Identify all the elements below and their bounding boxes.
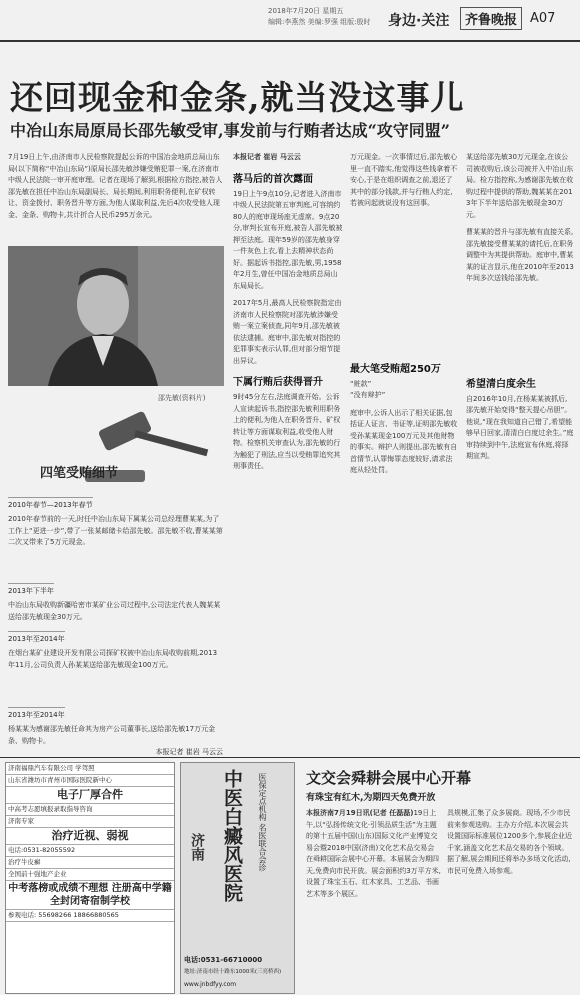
paragraph: 曹某某的晋升与邵先敏有直接关系,邵先敏接受曹某某的请托后,在职务调整中为其提供帮助。庭审中,曹某某的证言显示,他在2010年至2013年间多次送钱给邵先敏。: [466, 228, 574, 282]
ad-item: 治疗近视、弱视: [6, 828, 174, 845]
ad-item: 山东省潍坊市青州市国际医院新中心: [6, 775, 174, 787]
timeline-item: [8, 578, 223, 623]
timeline-item: [8, 702, 223, 757]
subhead-2: 下属行贿后获得晋升: [233, 377, 323, 388]
page-header: [0, 0, 580, 42]
ad-item: 电话:0531-82055592: [6, 845, 174, 857]
paragraph: 自2016年10月,在杨某某被抓后,邵先敏开始变得“整天提心吊胆”。他说,“现在我知道自己错了,希望能够早日回家,清清白白度过余生。”庭审持续到中午,法庭宣布休庭,将择期宣判。: [466, 394, 574, 460]
story2-subtitle: 有珠宝有红木,为期四天免费开放: [306, 793, 436, 803]
timeline-text: 在烟台某矿业建设开发有限公司探矿权被中冶山东局收购前期,2013年11月,公司负责人孙某某送给邵先敏现金100万元。: [8, 649, 218, 669]
ad-item: 济南福鼎汽车有限公司 学驾照: [6, 763, 174, 775]
subhead-4: 希望清白度余生: [466, 378, 536, 390]
school-ad: 中考落榜或成绩不理想 注册高中学籍 全封闭寄宿制学校: [6, 881, 174, 910]
story2-text: [306, 808, 441, 993]
ad-item: 治疗牛皮癣: [6, 857, 174, 869]
newspaper-logo: 齐鲁晚报: [460, 7, 522, 30]
issue-meta: [268, 6, 371, 28]
timeline-date: 2013年至2014年: [8, 707, 65, 720]
column-2: [233, 152, 343, 757]
classified-ads: [5, 762, 175, 994]
section-title: 身边·关注: [388, 13, 450, 29]
hospital-site: www.jnbdfyy.com: [184, 981, 237, 988]
paragraph: 某送给邵先敏30万元现金,在该公司被收购后,该公司被并入中冶山东局。检方指控称,为感谢邵先敏在收购过程中提供的帮助,魏某某在2013年下半年送给邵先敏现金30万元。: [466, 153, 574, 219]
hospital-phone: 电话:0531-66710000: [184, 956, 263, 964]
timeline-title: 四笔受贿细节: [40, 466, 119, 481]
story2-paragraph: 19日上午,以“弘扬传统文化·引领品质生活”为主题的第十五届中国(山东)国际文化产业博览交易会暨2018中国(济南)文化艺术品交易会在舜耕国际会展中心开幕。本届展会为期四天,免费向市民开放。展会面积约3万平方米,设置了珠宝玉石、红木家具、工艺品、书画艺术等多个展区。: [306, 809, 441, 898]
hospital-name: 中医白癜风医院: [221, 769, 243, 902]
paragraph: 9时45分左右,法庭调查开始。公诉人宣读起诉书,指控邵先敏利用职务上的便利,为他人在职务晋升、矿权转让等方面谋取利益,收受他人财物。检察机关审查认为,邵先敏的行为触犯了刑法,应当以受贿罪追究其刑事责任。: [233, 393, 341, 470]
quote: “赃款”: [350, 379, 372, 388]
timeline-item: [8, 492, 223, 549]
photo-caption: 邵先敏(资料片): [158, 394, 206, 402]
hospital-city: 济南: [189, 833, 205, 861]
timeline-date: 2010年春节—2013年春节: [8, 497, 93, 510]
timeline-text: 杨某某为感谢邵先敏任命其为房产公司董事长,送给邵先敏17万元金条、购物卡。: [8, 725, 216, 745]
column-3: [350, 152, 458, 757]
editors: 编辑:李燕然 美编:罗强 组版:殷时: [268, 18, 371, 26]
defendant-photo: [8, 246, 224, 386]
divider: [0, 757, 580, 758]
subhead-1: 落马后的首次露面: [233, 173, 313, 185]
timeline-item: [8, 626, 223, 671]
timeline-signature: 本报记者 崔岩 马云云: [155, 748, 223, 756]
paragraph: 19日上午9点10分,记者进入济南市中级人民法院第五审判庭,可容纳约80人的庭审现场座无虚席。9点20分,审判长宣布开庭,被告人邵先敏被押至法庭。现年59岁的邵先敏身穿一件灰色上衣,看上去精神状态尚好。据起诉书指控,邵先敏,男,1958年2月生,曾任中国冶金地质总局山东局局长。: [233, 189, 343, 290]
ad-item: 济南专家: [6, 816, 174, 828]
quote: “没有辩护”: [350, 391, 386, 399]
hospital-address: 地址:济南市经十路东1000米(三亮桥西): [184, 969, 282, 975]
timeline-date: 2013年至2014年: [8, 631, 65, 644]
lead-paragraph: 7月19日上午,由济南市人民检察院提起公诉的中国冶金地质总局山东局(以下简称“中冶山东局”)原局长邵先敏涉嫌受贿犯罪一案,在济南市中级人民法院一审开庭审理。记者在现场了解到,根据检方指控,被告人邵先敏在担任中冶山东局副局长、局长期间,利用职务便利,在矿权转让、资金拨付、职务晋升等方面,为他人谋取利益,先后4次收受他人现金、金条、购物卡,共计折合人民币295万余元。: [8, 153, 223, 219]
ad-item: 中高考志愿填报录取指导咨询: [6, 804, 174, 816]
subhead-3: 最大笔受贿超250万: [350, 363, 441, 375]
story2-title: 文交会舜耕会展中心开幕: [306, 769, 472, 787]
headline: 还回现金和金条,就当没这事儿: [10, 78, 465, 117]
hospital-ad: [180, 762, 295, 994]
timeline-text: 2010年春节前的一天,时任中冶山东局下属某公司总经理曹某某,为了工作上“更进一步”,带了一张某邮储卡给邵先敏。邵先敏不收,曹某某第二次又带来了5万元现金。: [8, 515, 223, 546]
ad-phone: 参观电话: 55698266 18866880565: [6, 910, 174, 922]
ad-item: 全国前十强地产企业: [6, 869, 174, 881]
timeline-text: 中冶山东局收购新疆哈密市某矿业公司过程中,公司法定代表人魏某某送给邵先敏现金30万元。: [8, 601, 221, 621]
hospital-slogan: 医保定点机构 名医联合会诊: [258, 773, 267, 872]
column-4: [466, 152, 574, 757]
story2-text-col2: 具规模,汇集了众多展商。现场,不少市民前来参观选购。主办方介绍,本次展会共设置国际标准展位1200多个,参展企业近千家,涵盖文化艺术品交易的各个领域。据了解,展会期间还将举办多场文化活动,市民可免费入场参观。: [447, 809, 573, 875]
paragraph: 万元现金。一次事情过后,邵先敏心里一直不踏实,他觉得这些钱拿着不安心,于是在组织调查之前,退还了其中的部分钱款,并与行贿人约定,若被问起就说没有这回事。: [350, 153, 458, 207]
timeline-date: 2013年下半年: [8, 583, 54, 596]
paragraph: 庭审中,公诉人出示了相关证据,包括证人证言、书证等,证明邵先敏收受孙某某现金100万元及其他财物的事实。辩护人则提出,邵先敏有自首情节,认罪悔罪态度较好,请求法庭从轻处罚。: [350, 408, 458, 474]
story2-byline: 本报济南7月19日讯(记者 任磊磊): [306, 809, 414, 817]
subheadline: 中冶山东局原局长邵先敏受审,事发前与行贿者达成“攻守同盟”: [10, 121, 450, 140]
page-number: A07: [530, 11, 556, 26]
ad-item: 电子厂厚合件: [6, 787, 174, 804]
byline: 本报记者 崔岩 马云云: [233, 153, 301, 161]
issue-date: 2018年7月20日 星期五: [268, 7, 344, 15]
paragraph: 2017年5月,最高人民检察院指定由济南市人民检察院对邵先敏涉嫌受贿一案立案侦查,同年9月,邵先敏被依法逮捕。庭审中,邵先敏对指控的犯罪事实表示认罪,但对部分细节提出异议。: [233, 299, 342, 365]
